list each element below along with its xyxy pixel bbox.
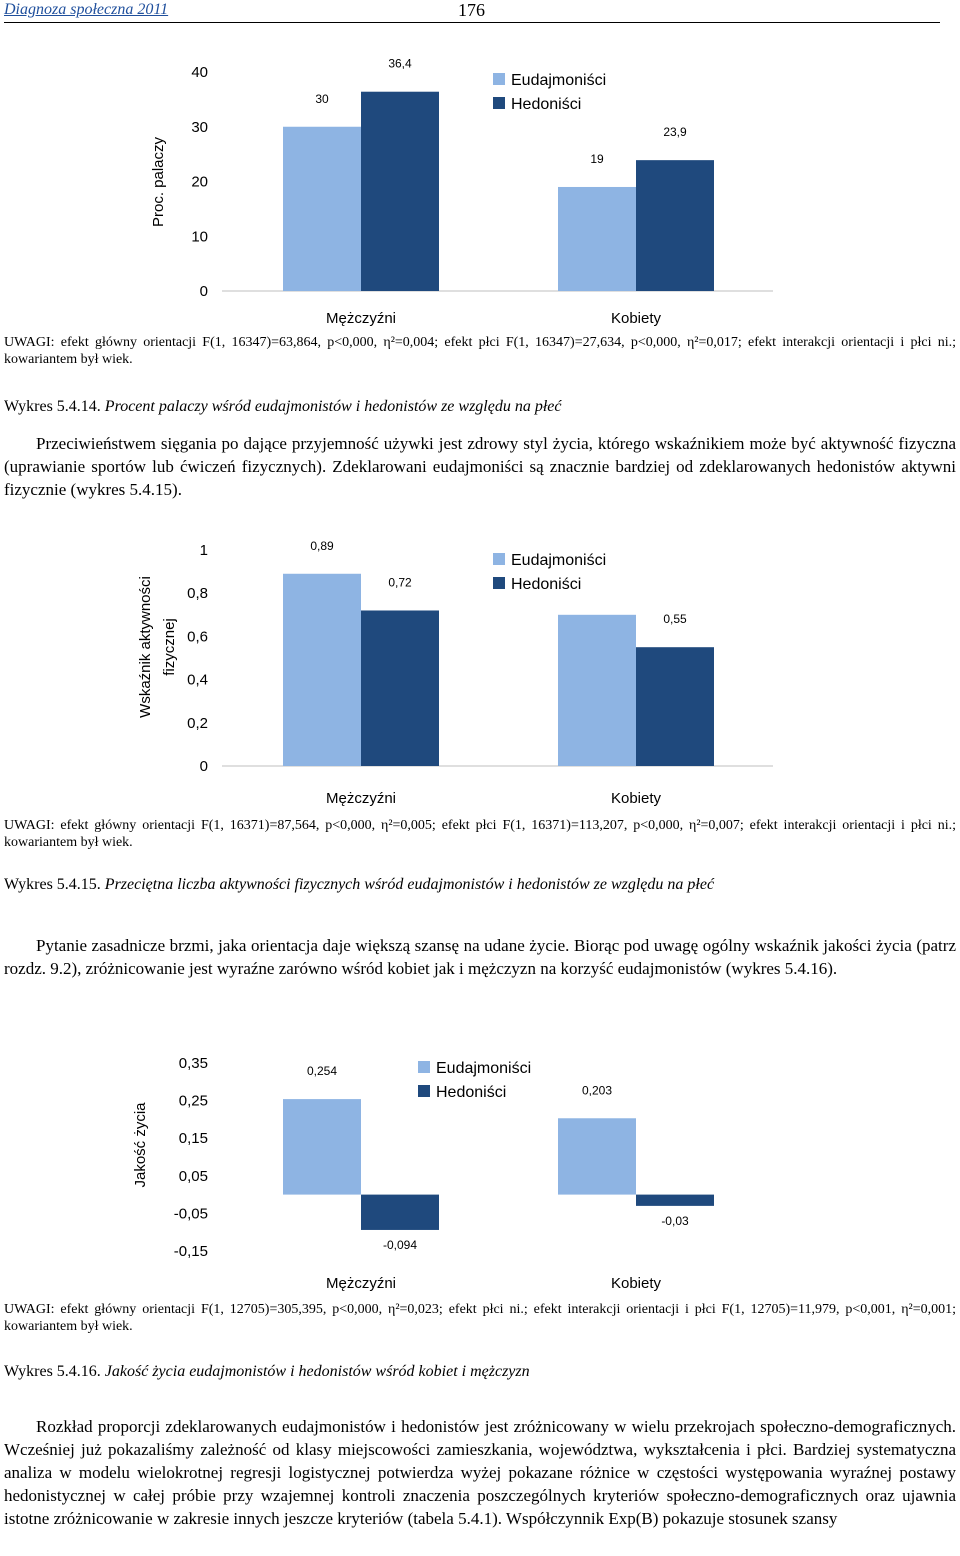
data-label: 19 <box>590 151 604 166</box>
y-tick-label: 1 <box>199 542 208 559</box>
caption-1-text: Procent palaczy wśród eudajmonistów i hedonistów ze względu na płeć <box>104 398 562 415</box>
caption-2-number: Wykres 5.4.15. <box>4 876 101 893</box>
y-tick-label: 30 <box>191 118 208 136</box>
chart-note-3: UWAGI: efekt główny orientacji F(1, 12705)=305,395, p<0,000, η²=0,023; efekt płci ni.; efekt interakcji orientacji i płci F(1, 12705)=11,979, p<0,001, η²=0,001; kowariantem był wiek. <box>4 1302 956 1334</box>
chart-physical-activity <box>0 535 960 815</box>
legend-swatch-hedonisci <box>493 577 505 589</box>
page-header <box>4 0 940 23</box>
page-number: 176 <box>458 0 485 20</box>
bar-hedonisci-men <box>361 92 439 291</box>
data-label: 30 <box>315 91 329 106</box>
caption-1 <box>4 398 956 416</box>
y-axis-label-line-2: fizycznej <box>161 618 178 676</box>
y-tick-label: 0,15 <box>178 1130 208 1148</box>
bar-eudajmonisci-men <box>283 574 361 766</box>
bar-hedonisci-men <box>361 1195 439 1230</box>
bar-eudajmonisci-men <box>283 127 361 291</box>
x-category-label: Mężczyźni <box>325 790 397 807</box>
data-label: 23,9 <box>663 125 687 140</box>
paragraph-1 <box>4 432 956 501</box>
header-title: Diagnoza społeczna 2011 <box>4 1 169 18</box>
x-category-label: Kobiety <box>610 310 662 327</box>
y-tick-label: 0 <box>199 283 208 300</box>
data-label: -0,094 <box>382 1237 418 1252</box>
chart-smokers <box>0 55 960 330</box>
legend-swatch-eudajmonisci <box>493 73 505 85</box>
paragraph-3 <box>4 1415 956 1530</box>
paragraph-2-text: Pytanie zasadnicze brzmi, jaka orientacja daje większą szansę na udane życie. Biorąc pod uwagę ogólny wskaźnik jakości życia (patrz rozdz. 9.2), zróżnicowanie jest wyraźne zarówno wśród kobiet jak i mężczyzn na korzyść eudajmonistów (wykres 5.4.16). <box>4 936 956 978</box>
legend-label-eudajmonisci: Eudajmoniści <box>511 552 607 569</box>
legend-label-eudajmonisci: Eudajmoniści <box>511 72 607 89</box>
chart-note-2: UWAGI: efekt główny orientacji F(1, 16371)=87,564, p<0,000, η²=0,005; efekt płci F(1, 16371)=113,207, p<0,000, η²=0,007; efekt interakcji orientacji i płci ni.; kowariantem był wiek. <box>4 818 956 850</box>
y-tick-label: 0,25 <box>178 1092 208 1110</box>
legend-swatch-hedonisci <box>418 1085 430 1097</box>
bar-eudajmonisci-women <box>558 1118 636 1194</box>
caption-2 <box>4 876 956 894</box>
x-category-label: Kobiety <box>610 1275 662 1292</box>
chart-note-1: UWAGI: efekt główny orientacji F(1, 16347)=63,864, p<0,000, η²=0,004; efekt płci F(1, 16347)=27,634, p<0,000, η²=0,017; efekt interakcji orientacji i płci ni.; kowariantem był wiek. <box>4 335 956 367</box>
chart-quality-of-life <box>0 1045 960 1295</box>
caption-3-text: Jakość życia eudajmonistów i hedonistów wśród kobiet i mężczyzn <box>104 1363 530 1380</box>
y-tick-label: 40 <box>191 64 208 81</box>
y-tick-label: 10 <box>191 228 208 246</box>
y-tick-label: 0,05 <box>178 1167 208 1185</box>
data-label: 0,55 <box>663 612 687 627</box>
legend-label-hedonisci: Hedoniści <box>511 576 582 593</box>
legend-label-hedonisci: Hedoniści <box>511 96 582 113</box>
bar-eudajmonisci-men <box>283 1099 361 1195</box>
x-category-label: Mężczyźni <box>325 1275 397 1292</box>
y-tick-label: 0,2 <box>187 714 208 732</box>
y-tick-label: 0,8 <box>187 585 208 603</box>
y-tick-label: 0,35 <box>178 1055 208 1072</box>
y-tick-label: -0,15 <box>173 1243 208 1260</box>
y-tick-label: 0 <box>199 758 208 775</box>
paragraph-3-text: Rozkład proporcji zdeklarowanych eudajmonistów i hedonistów jest zróżnicowany w wielu przekrojach społeczno-demograficznych. Wcześniej już pokazaliśmy zależność od klasy miejscowości zamieszkania, województwa, wykształcenia i płci. Bardziej systematyczna analiza w modelu wielokrotnej regresji logistycznej potwierdza wyżej pokazane różnice w częstości występowania wyraźnej postawy hedonistycznej w całej próbie przy wzajemnej kontroli znaczenia poszczególnych kryteriów społeczno-demograficznych oraz ujawnia istotne zróżnicowanie w zakresie innych jeszcze kryteriów (tabela 5.4.1). Współczynnik Exp(B) pokazuje stosunek szansy <box>4 1417 956 1528</box>
bar-hedonisci-women <box>636 647 714 766</box>
y-tick-label: 0,6 <box>187 628 208 646</box>
y-tick-label: -0,05 <box>173 1205 208 1223</box>
data-label: 0,203 <box>581 1083 613 1098</box>
x-category-label: Kobiety <box>610 790 662 807</box>
legend-label-eudajmonisci: Eudajmoniści <box>436 1060 532 1077</box>
y-axis-label-line-1: Wskaźnik aktywności <box>137 576 154 718</box>
data-label: 0,72 <box>388 575 412 590</box>
x-category-label: Mężczyźni <box>325 310 397 327</box>
data-label: 0,254 <box>306 1064 338 1079</box>
caption-3 <box>4 1363 956 1381</box>
legend-label-hedonisci: Hedoniści <box>436 1084 507 1101</box>
legend-swatch-eudajmonisci <box>418 1061 430 1073</box>
caption-1-number: Wykres 5.4.14. <box>4 398 101 415</box>
bar-hedonisci-women <box>636 1195 714 1206</box>
data-label: 0,89 <box>310 538 334 553</box>
caption-2-text: Przeciętna liczba aktywności fizycznych wśród eudajmonistów i hedonistów ze względu na płeć <box>104 876 715 893</box>
bar-hedonisci-men <box>361 610 439 766</box>
paragraph-1-text: Przeciwieństwem sięgania po dające przyjemność używki jest zdrowy styl życia, którego wskaźnikiem może być aktywność fizyczna (uprawianie sportów lub ćwiczeń fizycznych). Zdeklarowani eudajmoniści są znacznie bardziej od zdeklarowanych hedonistów aktywni fizycznie (wykres 5.4.15). <box>4 434 956 499</box>
y-axis-label: Jakość życia <box>132 1102 149 1188</box>
paragraph-2 <box>4 934 956 980</box>
legend-swatch-hedonisci <box>493 97 505 109</box>
bar-eudajmonisci-women <box>558 187 636 291</box>
caption-3-number: Wykres 5.4.16. <box>4 1363 101 1380</box>
y-tick-label: 20 <box>191 173 208 191</box>
data-label: 36,4 <box>388 56 412 71</box>
bar-hedonisci-women <box>636 160 714 291</box>
bar-eudajmonisci-women <box>558 615 636 766</box>
y-tick-label: 0,4 <box>187 671 208 689</box>
y-axis-label: Proc. palaczy <box>150 136 167 228</box>
legend-swatch-eudajmonisci <box>493 553 505 565</box>
data-label: -0,03 <box>661 1213 689 1228</box>
